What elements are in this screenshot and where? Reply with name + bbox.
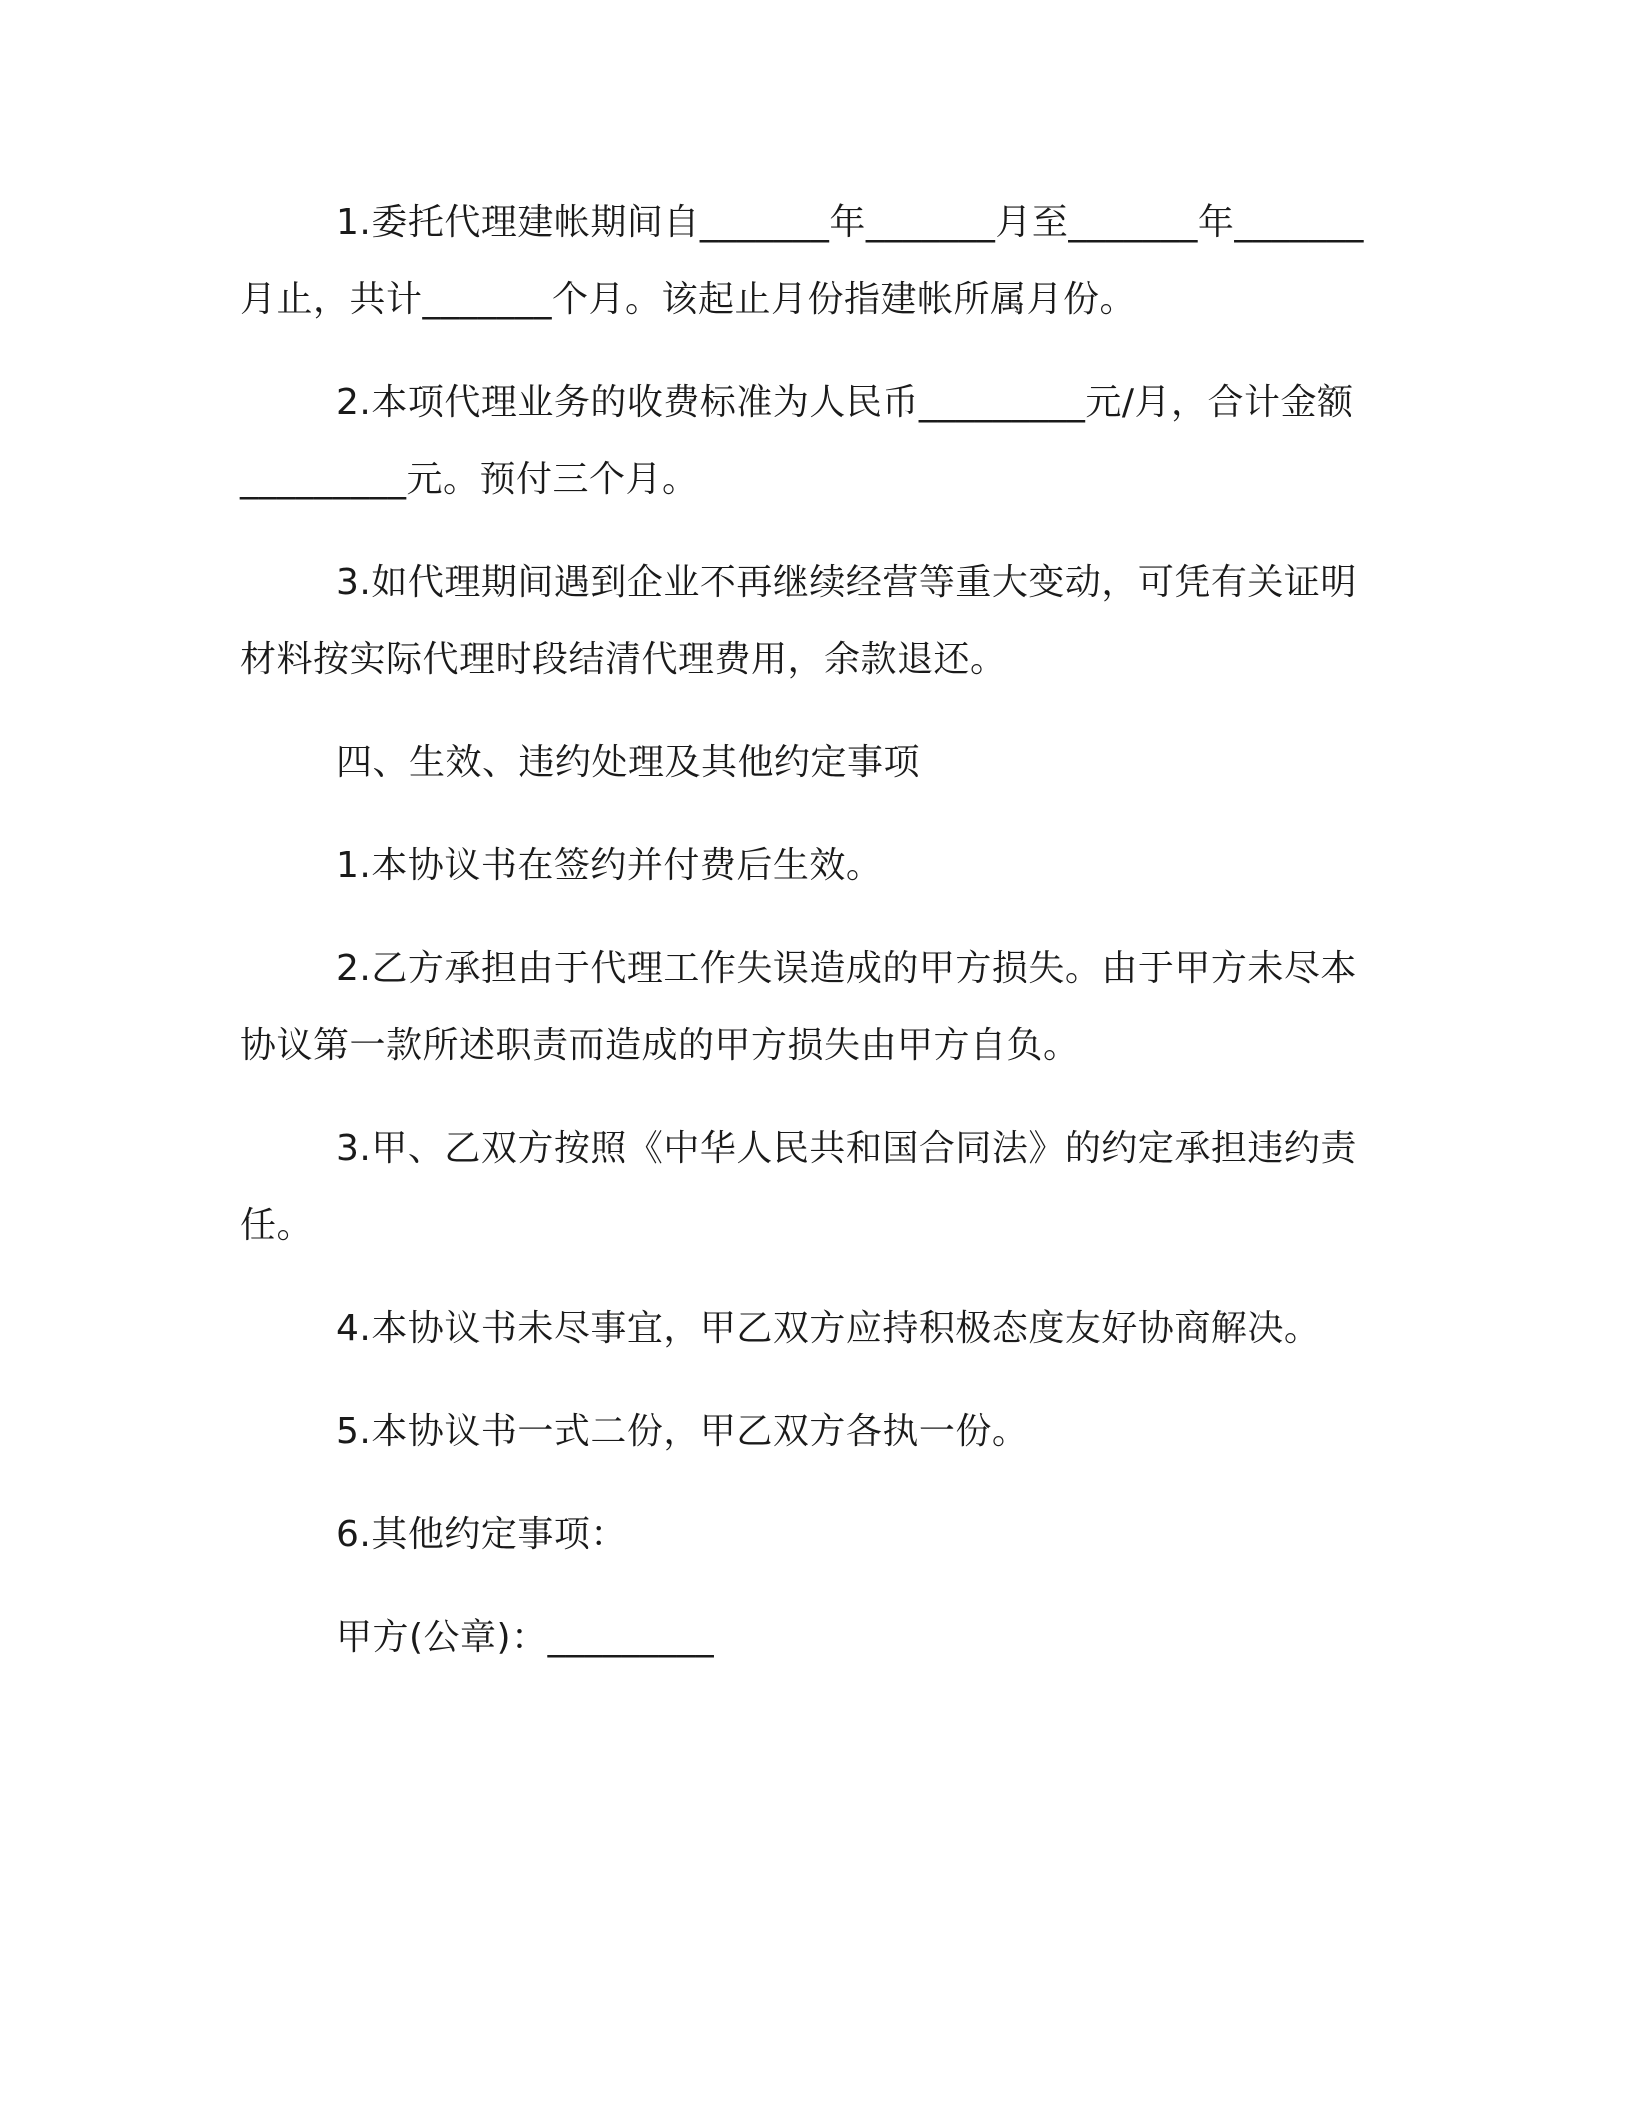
section-heading-effect-breach: 四、生效、违约处理及其他约定事项 bbox=[336, 742, 921, 783]
clause-effective: 1.本协议书在签约并付费后生效。 bbox=[336, 845, 883, 886]
clause-unresolved-matters: 4.本协议书未尽事宜，甲乙双方应持积极态度友好协商解决。 bbox=[336, 1308, 1321, 1349]
party-a-seal-line: 甲方(公章)：_________ bbox=[336, 1617, 715, 1658]
clause-breach-contract-law: 3.甲、乙双方按照《中华人民共和国合同法》的约定承担违约责任。 bbox=[240, 1128, 1357, 1246]
clause-fee-standard: 2.本项代理业务的收费标准为人民币_________元/月，合计金额_________元。预付三个月。 bbox=[240, 382, 1354, 500]
clause-liability: 2.乙方承担由于代理工作失误造成的甲方损失。由于甲方未尽本协议第一款所述职责而造成的甲方损失由甲方自负。 bbox=[240, 948, 1357, 1066]
clause-early-termination: 3.如代理期间遇到企业不再继续经营等重大变动，可凭有关证明材料按实际代理时段结清代理费用，余款退还。 bbox=[240, 562, 1357, 680]
clause-agency-period: 1.委托代理建帐期间自_______年_______月至_______年_______月止，共计_______个月。该起止月份指建帐所属月份。 bbox=[240, 202, 1364, 320]
clause-other-matters: 6.其他约定事项： bbox=[336, 1514, 627, 1555]
document-page bbox=[240, 184, 1370, 1702]
clause-copies: 5.本协议书一式二份，甲乙双方各执一份。 bbox=[336, 1411, 1029, 1452]
